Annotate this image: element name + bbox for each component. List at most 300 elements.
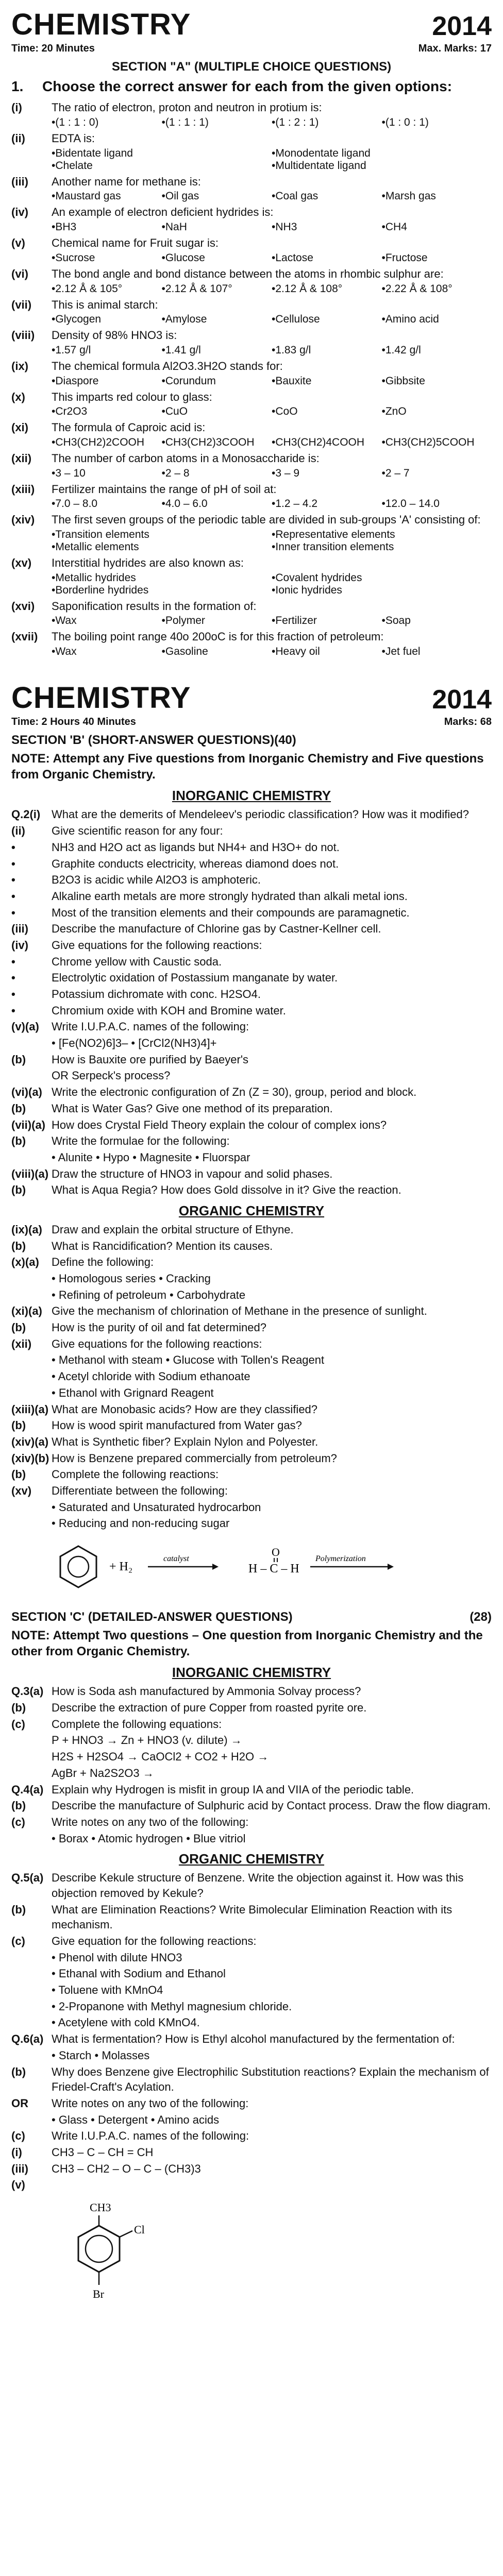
mcq-option: • 2.12 Å & 108° (272, 283, 382, 295)
question-row (11, 1150, 492, 1165)
mcq-option: • Corundum (162, 375, 272, 387)
question-text: What is Rancidification? Mention its causes. (52, 1239, 273, 1252)
question-text: What is Aqua Regia? How does Gold dissolve in it? Give the reaction. (52, 1183, 401, 1197)
question-row (11, 1133, 492, 1149)
mcq-number: (v) (11, 236, 25, 250)
mcq-number: (xvi) (11, 599, 35, 613)
mcq-option: • Bidentate ligand (52, 147, 272, 160)
mcq-option: • NaH (162, 221, 272, 233)
question-text: • Ethanol with Grignard Reagent (52, 1386, 214, 1399)
question-number: (b) (11, 1701, 26, 1715)
question-text: • Acetyl chloride with Sodium ethanoate (52, 1370, 250, 1383)
question-row (11, 1733, 492, 1748)
mcq-options (11, 375, 492, 387)
question-text: Give equation for the following reactions: (52, 1935, 257, 1948)
question-row (11, 420, 492, 435)
question-text: Differentiate between the following: (52, 1484, 228, 1497)
question-row (11, 205, 492, 220)
question-row (11, 1222, 492, 1238)
mcq-option: • Amylose (162, 313, 272, 326)
question-row (11, 599, 492, 614)
question-number: OR (11, 2096, 28, 2110)
question-row (11, 2015, 492, 2030)
question-row (11, 629, 492, 645)
question-number: (b) (11, 1419, 26, 1432)
section-c-note: NOTE: Attempt Two questions – One question from Inorganic Chemistry and the other from Organic Chemistry. (11, 1629, 483, 1659)
mcq-option: • 2.12 Å & 107° (162, 283, 272, 295)
mcq-options (11, 147, 492, 172)
question-row (11, 1402, 492, 1417)
question-row (11, 1766, 492, 1781)
question-number: • (11, 971, 15, 985)
question-number: (ix)(a) (11, 1223, 42, 1236)
struct-bond-cl (120, 2231, 132, 2237)
question-row (11, 1982, 492, 1998)
struct-ch3: CH3 (90, 2201, 111, 2214)
question-number (11, 1369, 52, 1384)
question-row (11, 970, 492, 986)
question-text: H2S + H2SO4 → CaOCl2 + CO2 + H2O → (52, 1750, 269, 1764)
question-text: Electrolytic oxidation of Postassium manganate by water. (52, 971, 338, 985)
mcq-text: This is animal starch: (52, 298, 158, 311)
question-number: • (11, 1004, 15, 1017)
question-text: Draw the structure of HNO3 in vapour and solid phases. (52, 1167, 333, 1180)
mcq-option: • Monodentate ligand (272, 147, 492, 160)
mcq-options (11, 313, 492, 326)
mcq-option: • 1.83 g/l (272, 344, 382, 357)
mcq-option: • 1.2 – 4.2 (272, 498, 382, 510)
long-organic-list (11, 1870, 492, 2193)
mcq-options (11, 646, 492, 658)
question-number (11, 2015, 52, 2030)
question-row (11, 174, 492, 190)
question-number (11, 2048, 52, 2063)
question-text: Define the following: (52, 1256, 154, 1269)
question-row (11, 1036, 492, 1051)
question-row (11, 987, 492, 1002)
mcq-options (11, 572, 492, 597)
q1-text: Choose the correct answer for each from the given options: (42, 78, 452, 94)
struct-br: Br (93, 2287, 104, 2301)
mcq-number: (xv) (11, 556, 32, 570)
question-row (11, 840, 492, 855)
question-text: AgBr + Na2S2O3 → (52, 1766, 154, 1780)
question-text: Write notes on any two of the following: (52, 1815, 249, 1828)
question-number (11, 1500, 52, 1515)
paper1-marks: Max. Marks: 17 (418, 43, 492, 54)
mcq-number: (vii) (11, 298, 32, 311)
section-a-title: SECTION "A" (MULTIPLE CHOICE QUESTIONS) (111, 60, 392, 74)
paper2-time: Time: 2 Hours 40 Minutes (11, 716, 136, 728)
mcq-option: • CuO (162, 405, 272, 418)
struct-cl: Cl (134, 2223, 145, 2236)
mcq-option: • BH3 (52, 221, 162, 233)
question-text: Complete the following reactions: (52, 1468, 219, 1481)
question-text: Write I.U.P.A.C. names of the following: (52, 2129, 249, 2143)
question-number: (b) (11, 1799, 26, 1812)
question-number (11, 2112, 52, 2128)
mcq-text: The first seven groups of the periodic table are divided in sub-groups 'A' consisting of: (52, 513, 481, 527)
question-text: Describe the extraction of pure Copper from roasted pyrite ore. (52, 1701, 367, 1715)
question-row (11, 1934, 492, 1949)
section-b-title: SECTION 'B' (SHORT-ANSWER QUESTIONS)(40) (11, 733, 296, 748)
question-row (11, 328, 492, 343)
question-text: How is wood spirit manufactured from Water gas? (52, 1419, 302, 1432)
paper2-subject: CHEMISTRY (11, 681, 191, 715)
question-text: How does Crystal Field Theory explain the colour of complex ions? (52, 1118, 387, 1131)
mcq-number: (xii) (11, 451, 32, 465)
question-number: (iii) (11, 922, 28, 936)
mcq-option: • Metallic elements (52, 541, 272, 553)
mcq-option: • CH3(CH2)5COOH (382, 436, 492, 449)
question-number: (i) (11, 2145, 22, 2159)
question-row (11, 872, 492, 888)
question-row (11, 131, 492, 146)
question-number (11, 1068, 52, 1083)
question-row (11, 1831, 492, 1846)
mcq-text: The chemical formula Al2O3.3H2O stands for: (52, 359, 283, 372)
mcq-number: (iii) (11, 175, 28, 188)
mcq-option: • Marsh gas (382, 190, 492, 202)
question-number (11, 1831, 52, 1846)
paper1-meta (11, 43, 492, 55)
question-row (11, 389, 492, 405)
question-number: (b) (11, 1321, 26, 1334)
mcq-options (11, 283, 492, 295)
question-row (11, 954, 492, 970)
mcq-options (11, 615, 492, 627)
struct-ring (78, 2226, 120, 2272)
mcq-number: (vi) (11, 267, 28, 280)
q1-heading (11, 77, 492, 96)
question-text: Write I.U.P.A.C. names of the following: (52, 1020, 249, 1033)
mcq-option: • Polymer (162, 615, 272, 627)
mcq-option: • Sucrose (52, 252, 162, 264)
question-text: • Refining of petroleum • Carbohydrate (52, 1288, 246, 1301)
question-number: (b) (11, 1239, 26, 1252)
mcq-text: The ratio of electron, proton and neutron in protium is: (52, 101, 322, 114)
mcq-text: The formula of Caproic acid is: (52, 421, 206, 434)
mcq-option: • (1 : 2 : 1) (272, 116, 382, 129)
question-row (11, 1239, 492, 1254)
question-text: Give equations for the following reactions: (52, 938, 262, 952)
mcq-text: Chemical name for Fruit sugar is: (52, 236, 219, 250)
question-row (11, 1320, 492, 1335)
question-number: • (11, 955, 15, 968)
question-number (11, 1999, 52, 2014)
question-text: • Reducing and non-reducing sugar (52, 1517, 230, 1530)
mcq-option: • 1.41 g/l (162, 344, 272, 357)
question-number: (b) (11, 1053, 26, 1066)
mcq-options (11, 436, 492, 449)
question-number (11, 1287, 52, 1303)
question-number: (b) (11, 1183, 26, 1197)
question-row (11, 1467, 492, 1482)
mcq-option: • Representative elements (272, 529, 492, 541)
question-text: • 2-Propanone with Methyl magnesium chloride. (52, 1999, 292, 2013)
question-text: • Phenol with dilute HNO3 (52, 1951, 182, 1964)
mcq-option: • Chelate (52, 160, 272, 172)
question-number (11, 1749, 52, 1765)
question-text: CH3 – C – CH = CH (52, 2145, 154, 2159)
mcq-option: • ZnO (382, 405, 492, 418)
mcq-options (11, 529, 492, 553)
mcq-option: • NH3 (272, 221, 382, 233)
mcq-option: • Metallic hydrides (52, 572, 272, 584)
question-number (11, 1966, 52, 1981)
question-row (11, 451, 492, 466)
question-row (11, 1182, 492, 1198)
question-row (11, 1516, 492, 1531)
question-number (11, 1271, 52, 1286)
reaction-arrowhead-1 (212, 1564, 219, 1570)
question-row (11, 2145, 492, 2160)
question-text: Describe the manufacture of Chlorine gas by Castner-Kellner cell. (52, 922, 381, 936)
mcq-options (11, 344, 492, 357)
section-c-marks: (28) (470, 1610, 492, 1624)
question-text: • [Fe(NO2)6]3– • [CrCl2(NH3)4]+ (52, 1037, 217, 1050)
question-text: B2O3 is acidic while Al2O3 is amphoteric. (52, 873, 261, 887)
polymerization-label: Polymerization (315, 1554, 366, 1564)
question-row (11, 1352, 492, 1368)
mcq-number: (iv) (11, 206, 28, 219)
mcq-option: • Wax (52, 615, 162, 627)
question-row (11, 1966, 492, 1981)
q1-number: 1. (11, 78, 24, 94)
mcq-text: This imparts red colour to glass: (52, 390, 212, 403)
question-row (11, 2048, 492, 2063)
question-text: Describe Kekule structure of Benzene. Write the objection against it. How was this objection removed by Kekule? (52, 1871, 464, 1900)
mcq-text: The number of carbon atoms in a Monosaccharide is: (52, 451, 320, 465)
question-number: (vii)(a) (11, 1118, 45, 1131)
benzene-circle (68, 1556, 89, 1577)
mcq-option: • Lactose (272, 252, 382, 264)
question-row (11, 1902, 492, 1933)
mcq-option: • CH4 (382, 221, 492, 233)
question-row (11, 2112, 492, 2128)
question-row (11, 823, 492, 839)
question-row (11, 905, 492, 921)
mcq-option: • Cellulose (272, 313, 382, 326)
question-text: NH3 and H2O act as ligands but NH4+ and H3O+ do not. (52, 840, 340, 854)
mcq-text: Density of 98% HNO3 is: (52, 329, 177, 342)
question-number: (xii) (11, 1337, 32, 1350)
mcq-option: • Inner transition elements (272, 541, 492, 553)
question-number: Q.5(a) (11, 1871, 44, 1885)
mcq-option: • (1 : 1 : 1) (162, 116, 272, 129)
question-text: • Glass • Detergent • Amino acids (52, 2113, 220, 2126)
question-text: How is the purity of oil and fat determined? (52, 1321, 267, 1334)
mcq-option: • Bauxite (272, 375, 382, 387)
mcq-option: • CoO (272, 405, 382, 418)
question-row (11, 512, 492, 528)
question-text: What are Elimination Reactions? Write Bimolecular Elimination Reaction with its mechanism. (52, 1903, 452, 1931)
question-number: (xiii)(a) (11, 1402, 49, 1416)
mcq-option: • (1 : 0 : 1) (382, 116, 492, 129)
question-row (11, 1271, 492, 1286)
question-number (11, 1733, 52, 1748)
question-row (11, 1003, 492, 1019)
mcq-text: The boiling point range 40o 200oC is for this fraction of petroleum: (52, 630, 384, 643)
question-row (11, 482, 492, 497)
struct-circle (86, 2235, 112, 2262)
paper2-marks: Marks: 68 (444, 716, 492, 728)
question-number: • (11, 889, 15, 903)
question-row (11, 1700, 492, 1716)
mcq-options (11, 405, 492, 418)
mcq-option: • Transition elements (52, 529, 272, 541)
question-row (11, 2128, 492, 2144)
question-text: • Acetylene with cold KMnO4. (52, 2016, 200, 2029)
question-number: (c) (11, 1815, 25, 1828)
question-row (11, 1117, 492, 1133)
mcq-option: • 2.22 Å & 108° (382, 283, 492, 295)
question-text: Give equations for the following reactions: (52, 1337, 262, 1350)
question-number (11, 1385, 52, 1401)
question-number (11, 1150, 52, 1165)
question-number: (xiv)(b) (11, 1451, 49, 1465)
question-row (11, 2064, 492, 2095)
question-number: (iii) (11, 2162, 28, 2175)
question-row (11, 1483, 492, 1499)
paper1-year: 2014 (432, 11, 492, 41)
question-row (11, 1434, 492, 1450)
question-text: What is fermentation? How is Ethyl alcohol manufactured by the fermentation of: (52, 2032, 455, 2046)
mcq-text: Another name for methane is: (52, 175, 201, 188)
question-row (11, 1451, 492, 1466)
question-row (11, 2096, 492, 2111)
mcq-option: • Glucose (162, 252, 272, 264)
mcq-option: • 1.57 g/l (52, 344, 162, 357)
mcq-number: (i) (11, 101, 22, 114)
question-row (11, 555, 492, 571)
question-text: Potassium dichromate with conc. H2SO4. (52, 988, 261, 1001)
question-row (11, 1999, 492, 2014)
question-text: What is Water Gas? Give one method of its preparation. (52, 1101, 333, 1115)
question-number: (c) (11, 1717, 25, 1731)
paper2-meta (11, 716, 492, 728)
mcq-number: (ix) (11, 359, 28, 372)
question-row (11, 1166, 492, 1182)
question-text: P + HNO3 → Zn + HNO3 (v. dilute) → (52, 1734, 242, 1747)
question-text: Draw and explain the orbital structure of Ethyne. (52, 1223, 294, 1236)
question-text: Alkaline earth metals are more strongly hydrated than alkali metal ions. (52, 889, 408, 903)
question-number: (xiv)(a) (11, 1435, 49, 1448)
mcq-number: (x) (11, 390, 25, 403)
question-row (11, 1052, 492, 1067)
question-number: • (11, 873, 15, 887)
mcq-text: The bond angle and bond distance between the atoms in rhombic sulphur are: (52, 267, 444, 280)
question-row (11, 2177, 492, 2193)
mcq-option: • Soap (382, 615, 492, 627)
question-row (11, 100, 492, 115)
section-c-title (11, 1610, 492, 1624)
question-row (11, 1749, 492, 1765)
mcq-option: • CH3(CH2)2COOH (52, 436, 162, 449)
mcq-number: (xvii) (11, 630, 38, 643)
question-row (11, 1870, 492, 1901)
mcq-option: • 3 – 9 (272, 467, 382, 480)
question-text: Write notes on any two of the following: (52, 2096, 249, 2110)
question-number (11, 1516, 52, 1531)
mcq-option: • CH3(CH2)3COOH (162, 436, 272, 449)
question-text: Write the formulae for the following: (52, 1134, 230, 1148)
reaction-diagram (58, 1538, 492, 1603)
reaction-plus-h2: + H₂ (109, 1560, 133, 1574)
paper1-time: Time: 20 Minutes (11, 43, 95, 54)
mcq-option: • 4.0 – 6.0 (162, 498, 272, 510)
question-row (11, 1084, 492, 1100)
section-c-text: SECTION 'C' (DETAILED-ANSWER QUESTIONS) (11, 1610, 293, 1624)
mcq-option: • Maustard gas (52, 190, 162, 202)
question-text: Complete the following equations: (52, 1717, 222, 1731)
question-row (11, 297, 492, 313)
paper2-header (11, 681, 492, 715)
question-text: Explain why Hydrogen is misfit in group IA and VIIA of the periodic table. (52, 1783, 414, 1796)
question-text: • Toluene with KMnO4 (52, 1984, 163, 1997)
mcq-option: • Covalent hydrides (272, 572, 492, 584)
aldehyde-o: O (272, 1546, 280, 1559)
mcq-option: • Fertilizer (272, 615, 382, 627)
question-row (11, 1717, 492, 1732)
question-text: What are the demerits of Mendeleev's periodic classification? How was it modified? (52, 808, 470, 821)
mcq-option: • 2 – 8 (162, 467, 272, 480)
question-row (11, 1500, 492, 1515)
inorganic-heading: INORGANIC CHEMISTRY (172, 788, 331, 804)
question-number: (c) (11, 1935, 25, 1948)
question-text: Give the mechanism of chlorination of Methane in the presence of sunlight. (52, 1304, 427, 1318)
question-row (11, 1303, 492, 1319)
organic-heading: ORGANIC CHEMISTRY (178, 1202, 325, 1218)
question-row (11, 1385, 492, 1401)
mcq-option: • Fructose (382, 252, 492, 264)
mcq-option: • Borderline hydrides (52, 584, 272, 597)
question-text: Most of the transition elements and their compounds are paramagnetic. (52, 906, 410, 919)
question-number (11, 1036, 52, 1051)
mcq-list (11, 100, 492, 658)
section-b-note: NOTE: Attempt any Five questions from Inorganic Chemistry and Five questions from Organic Chemistry. (11, 752, 484, 782)
question-row (11, 1798, 492, 1814)
long-inorganic-list (11, 1684, 492, 1846)
question-row (11, 1950, 492, 1965)
paper2-year: 2014 (432, 685, 492, 715)
question-row (11, 807, 492, 822)
question-number (11, 1950, 52, 1965)
short-organic-list (11, 1222, 492, 1531)
mcq-option: • 2 – 7 (382, 467, 492, 480)
question-number: (v)(a) (11, 1020, 39, 1033)
reaction-arrowhead-2 (388, 1564, 394, 1570)
mcq-text: EDTA is: (52, 132, 95, 145)
long-organic-heading: ORGANIC CHEMISTRY (178, 1851, 325, 1867)
paper1-subject: CHEMISTRY (11, 8, 191, 41)
question-row (11, 1336, 492, 1352)
question-number: • (11, 988, 15, 1001)
question-row (11, 1255, 492, 1270)
question-row (11, 1684, 492, 1699)
question-text: • Homologous series • Cracking (52, 1272, 211, 1285)
question-row (11, 1101, 492, 1116)
mcq-option: • (1 : 1 : 0) (52, 116, 162, 129)
question-number (11, 1982, 52, 1998)
catalyst-label: catalyst (163, 1554, 189, 1564)
mcq-number: (xi) (11, 421, 28, 434)
question-row (11, 856, 492, 872)
question-text: • Methanol with steam • Glucose with Tollen's Reagent (52, 1353, 325, 1367)
question-text: How is Soda ash manufactured by Ammonia Solvay process? (52, 1685, 361, 1698)
question-number (11, 1352, 52, 1368)
mcq-options (11, 190, 492, 202)
